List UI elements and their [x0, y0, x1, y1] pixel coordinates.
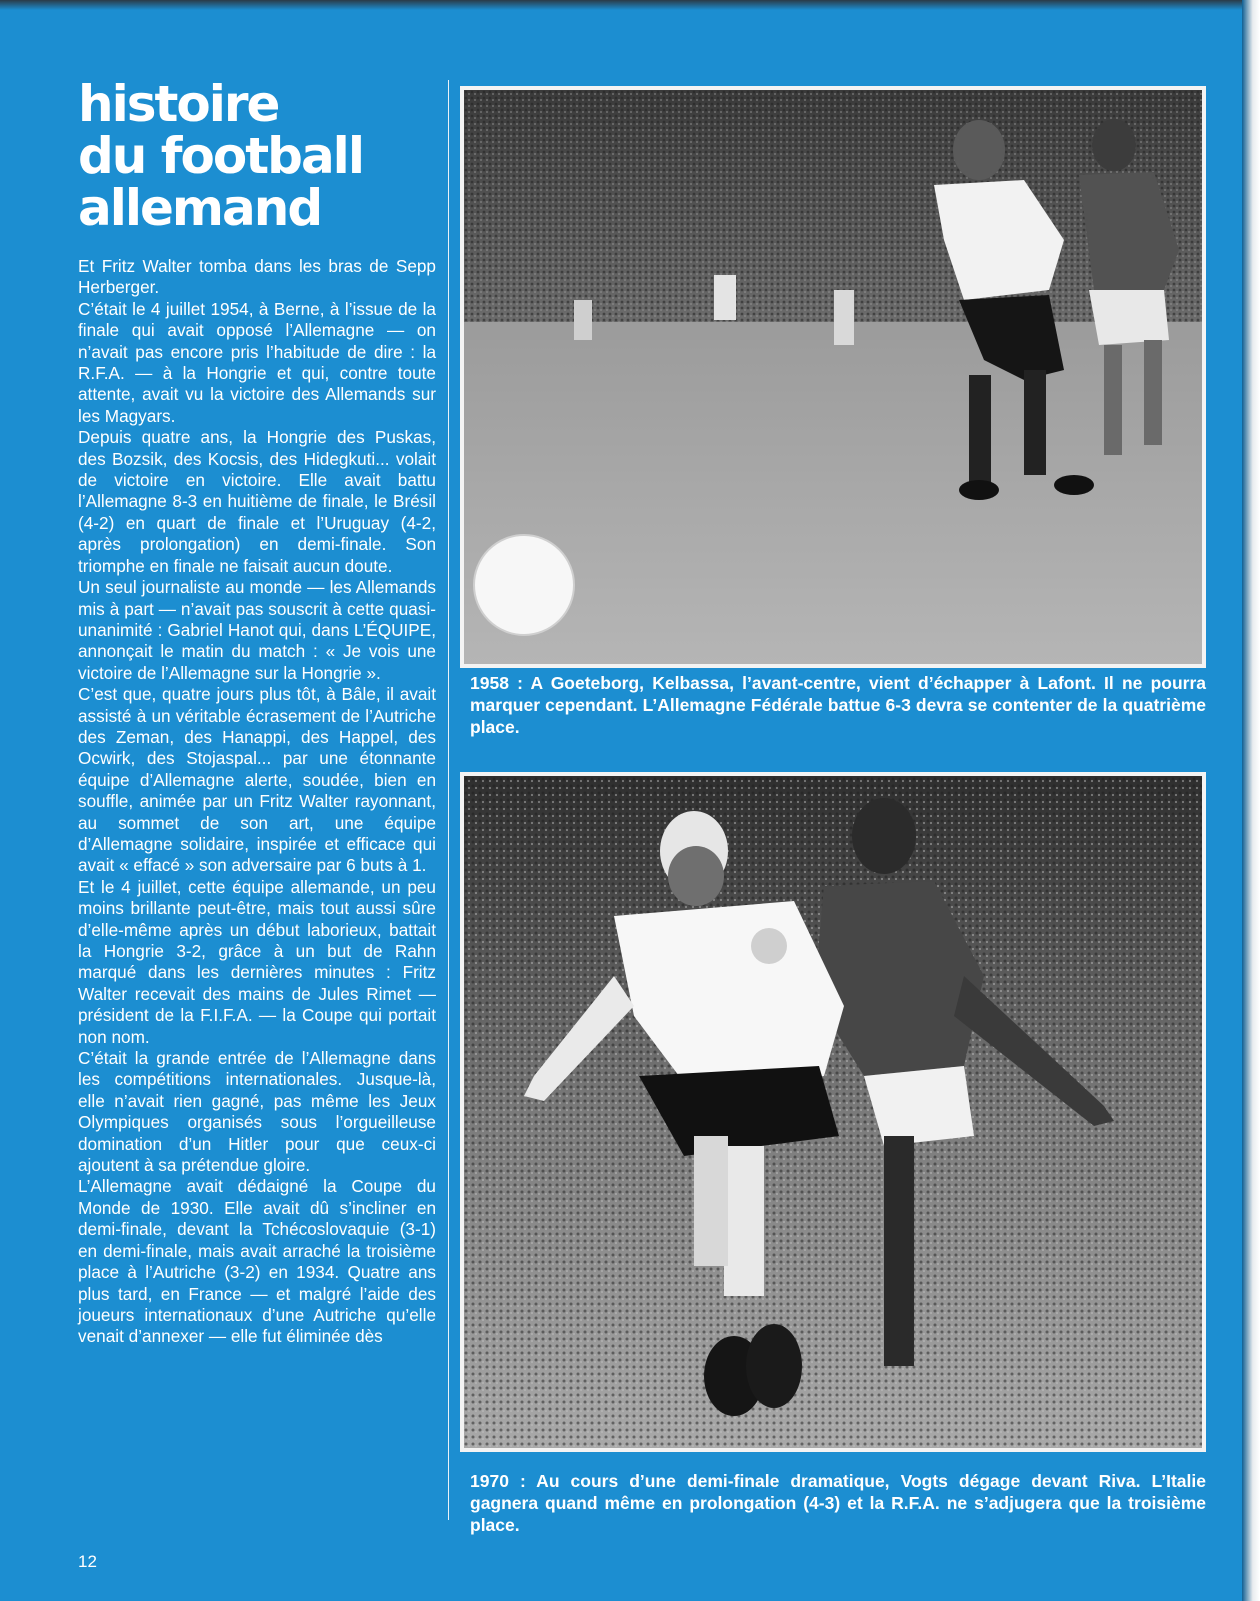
article-paragraph: C’est que, quatre jours plus tôt, à Bâle, il avait assisté à un véritable écrasement de l’Autriche des Zeman, des Hanappi, des Happel, des Ocwirk, des Stojaspal... par une étonnante équipe d’Allemagne alerte, soudée, bien en souffle, animée par un Fritz Walter rayonnant, au sommet de son art, une équipe d’Allemagne solidaire, inspirée et efficace qui avait « effacé » son adversaire par 6 buts à 1. — [78, 684, 436, 876]
page-right-edge — [1242, 0, 1260, 1601]
article-paragraph: C’était la grande entrée de l’Allemagne dans les compétitions internationales. Jusque-là, elle n’avait rien gagné, pas même les Jeux Olympiques organisés sous l’orgueilleuse domination d’un Hitler pour que ceux-ci ajoutent à sa prétendue gloire. — [78, 1048, 436, 1176]
article-body — [78, 256, 436, 1348]
column-divider — [448, 80, 449, 1520]
photo-1958-image — [464, 90, 1202, 664]
photo-1970-image — [464, 776, 1202, 1448]
caption-year: 1970 — [470, 1471, 509, 1491]
caption-text: : A Goeteborg, Kelbassa, l’avant-centre, vient d’échapper à Lafont. Il ne pourra marquer cependant. L’Allemagne Fédérale battue 6-3 devra se contenter de la quatrième place. — [470, 673, 1206, 737]
page-number: 12 — [78, 1552, 97, 1571]
photo-1970-caption — [470, 1470, 1206, 1536]
article-paragraph: Un seul journaliste au monde — les Allemands mis à part — n’avait pas souscrit à cette quasi-unanimité : Gabriel Hanot qui, dans L’ÉQUIPE, annonçait le matin du match : « Je vois une victoire de l’Allemagne sur la Hongrie ». — [78, 577, 436, 683]
article-column — [78, 75, 436, 1348]
photo-1958-caption — [470, 672, 1206, 738]
photo-1970-match — [460, 772, 1206, 1452]
photo-1958-match — [460, 86, 1206, 668]
article-paragraph: Depuis quatre ans, la Hongrie des Puskas, des Bozsik, des Kocsis, des Hidegkuti... volait de victoire en victoire. Elle avait battu l’Allemagne 8-3 en huitième de finale, le Brésil (4-2) en quart de finale et l’Uruguay (4-2, après prolongation) en demi-finale. Son triomphe en finale ne faisait aucun doute. — [78, 427, 436, 576]
article-paragraph: Et le 4 juillet, cette équipe allemande, un peu moins brillante peut-être, mais tout aussi sûre d’elle-même après un début laborieux, battait la Hongrie 3-2, grâce à un but de Rahn marqué dans les dernières minutes : Fritz Walter recevait des mains de Jules Rimet — président de la F.I.F.A. — la Coupe qui portait non nom. — [78, 876, 436, 1047]
title-line-2: du football — [78, 127, 363, 185]
caption-text: : Au cours d’une demi-finale dramatique, Vogts dégage devant Riva. L’Italie gagnera quand même en prolongation (4-3) et la R.F.A. ne s’adjugera que la troisième place. — [470, 1471, 1206, 1535]
caption-year: 1958 — [470, 673, 509, 693]
title-line-1: histoire — [78, 75, 279, 133]
article-paragraph: L’Allemagne avait dédaigné la Coupe du Monde de 1930. Elle avait dû s’incliner en demi-finale, devant la Tchécoslovaquie (3-1) en demi-finale, mais avait arraché la troisième place à l’Autriche (3-2) en 1934. Quatre ans plus tard, en France — et malgré l’aide des joueurs internationaux d’une Autriche qu’elle venait d’annexer — elle fut éliminée dès — [78, 1176, 436, 1347]
title-line-3: allemand — [78, 179, 322, 237]
article-paragraph: Et Fritz Walter tomba dans les bras de Sepp Herberger. — [78, 256, 436, 298]
page-title — [78, 75, 436, 237]
article-paragraph: C’était le 4 juillet 1954, à Berne, à l’issue de la finale qui avait opposé l’Allemagne — on n’avait pas encore pris l’habitude de dire : la R.F.A. — à la Hongrie et qui, contre toute attente, avait vu la victoire des Allemands sur les Magyars. — [78, 298, 436, 426]
page-top-edge — [0, 0, 1242, 10]
